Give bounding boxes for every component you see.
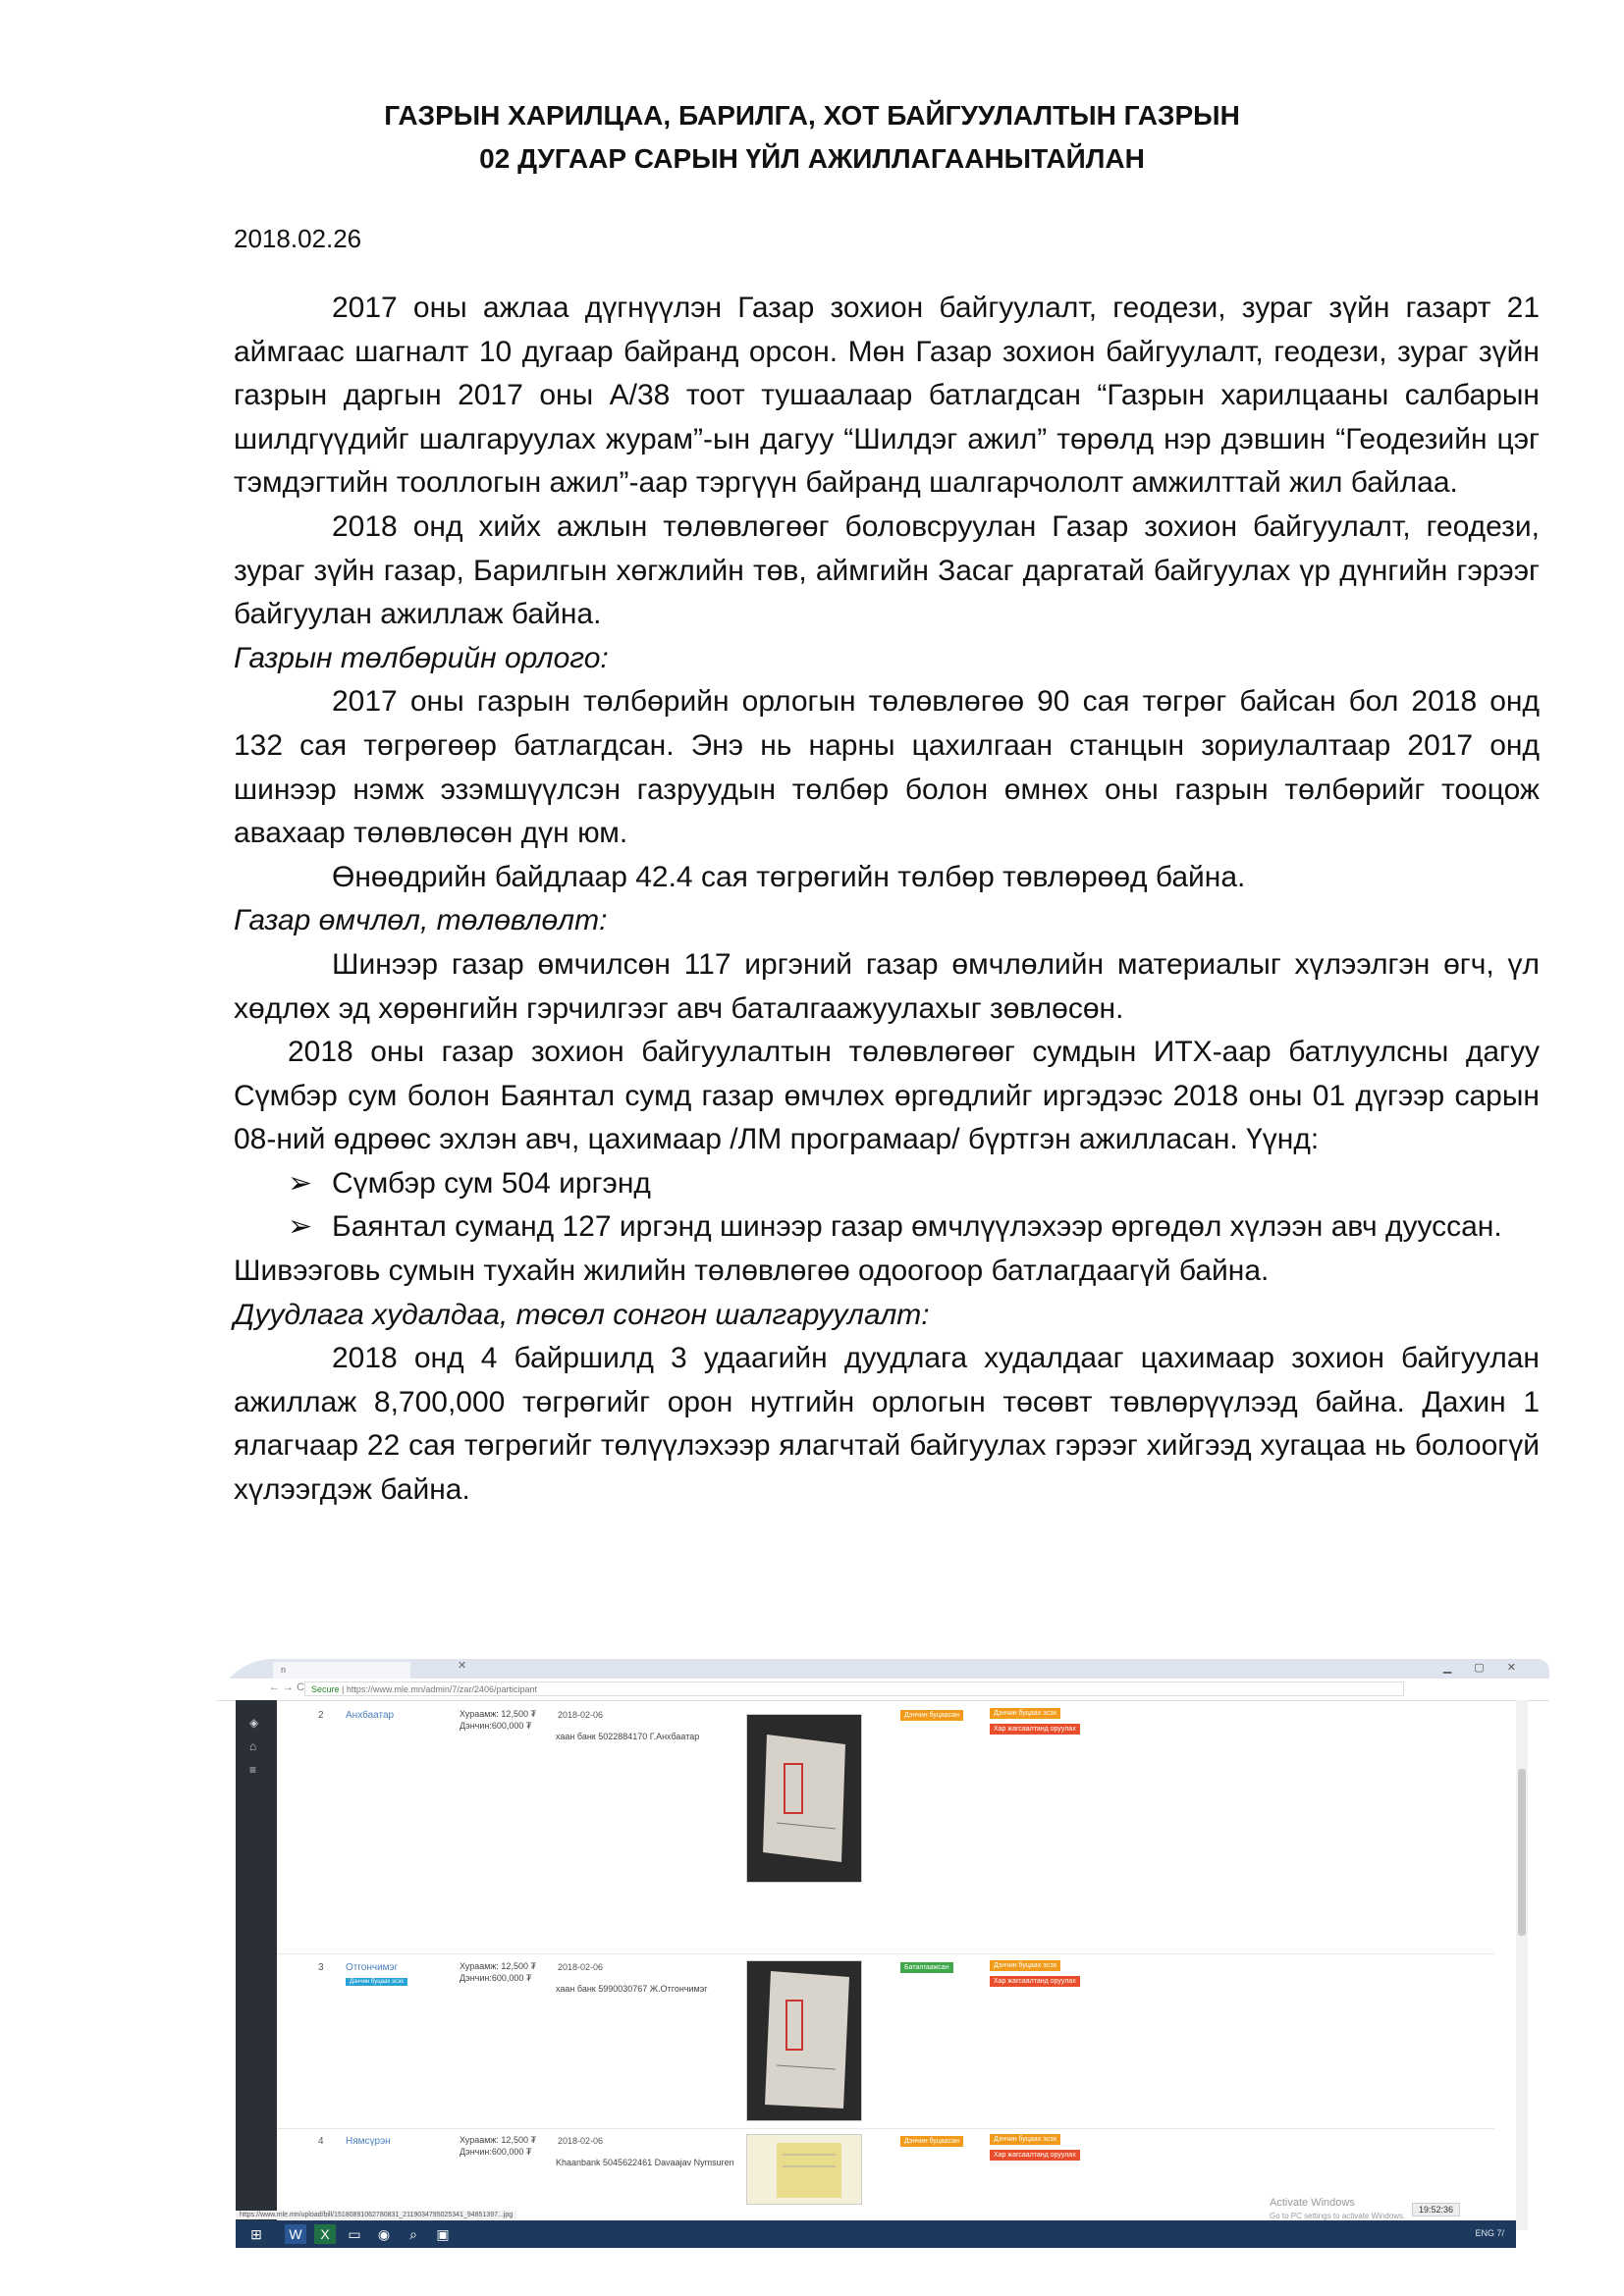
paragraph: Шинээр газар өмчилсөн 117 иргэний газар өмчлөлийн материалыг хүлээлгэн өгч, үл хөдлөх эд хөрөнгийн гэрчилгээг авч баталгаажуулахыг зөвлөсөн.: [234, 947, 1540, 1025]
menu-icon[interactable]: ≡: [249, 1763, 257, 1777]
status-badge: Дэнчин буцаасан: [900, 2136, 963, 2147]
report-body: [234, 287, 1540, 1513]
blacklist-button[interactable]: Хар жагсаалтанд оруулах: [990, 1976, 1080, 1987]
nav-buttons[interactable]: ← → C: [269, 1682, 305, 1693]
scrollbar-thumb[interactable]: [1518, 1769, 1526, 1936]
paragraph: Шивээговь сумын тухайн жилийн төлөвлөгөө одоогоор батлагдаагүй байна.: [234, 1255, 1270, 1288]
participant-name[interactable]: Анхбаатар: [346, 1710, 395, 1721]
window-controls[interactable]: ▁ ▢ ✕: [1442, 1662, 1526, 1674]
system-tray[interactable]: ENG 7/: [1475, 2228, 1504, 2238]
row-number: 2: [318, 1710, 324, 1721]
title-line-2: 02 ДУГААР САРЫН ҮЙЛ АЖИЛЛАГААНЫТАЙЛАН: [479, 143, 1145, 174]
payment-date: 2018-02-06: [558, 1710, 604, 1720]
activate-windows-watermark: [1270, 2197, 1405, 2222]
fee-amounts: [460, 1708, 536, 1732]
refund-button[interactable]: Дэнчин буцаах эсэх: [990, 2134, 1060, 2145]
blacklist-button[interactable]: Хар жагсаалтанд оруулах: [990, 1724, 1080, 1735]
admin-sidebar: [236, 1700, 277, 2230]
tab-label: n: [281, 1665, 287, 1675]
status-badge: Дэнчин буцаасан: [900, 1710, 963, 1721]
bank-icon[interactable]: ⌂: [249, 1739, 257, 1753]
row-number: 4: [318, 2136, 324, 2147]
bullet-item: [234, 1205, 1540, 1250]
embedded-screenshot: [214, 1659, 1549, 2258]
report-date: 2018.02.26: [234, 224, 362, 253]
refund-badge: Дэнчин буцаах эсэх: [346, 1978, 407, 1986]
payment-date: 2018-02-06: [558, 1962, 604, 1972]
scrollbar[interactable]: [1516, 1700, 1528, 2230]
table-row: [277, 1706, 1494, 1951]
deposit-amount: Дэнчин:600,000 ₮: [460, 1721, 532, 1731]
fee-amount: Хураамж: 12,500 ₮: [460, 2135, 536, 2145]
row-number: 3: [318, 1962, 324, 1973]
bank-account: хаан банк 5990030767 Ж.Отгончимэг: [556, 1984, 708, 1994]
windows-taskbar: [236, 2220, 1516, 2248]
paragraph: 2017 оны газрын төлбөрийн орлогын төлөвлөгөө 90 сая төгрөг байсан бол 2018 онд 132 сая төгрөгөөр батлагдсан. Энэ нь нарны цахилгаан станцын зориулалтаар 2017 онд шинээр нэмж эзэмшүүлсэн газруудын төлбөр болон өмнөх оны газрын төлбөрийг тооцож авахаар төлөвлөсөн дүн юм.: [234, 685, 1540, 850]
secure-label: Secure: [311, 1684, 340, 1694]
watermark-title: Activate Windows: [1270, 2197, 1355, 2209]
tab-close-icon[interactable]: ✕: [458, 1660, 467, 1672]
paragraph: 2018 онд 4 байршилд 3 удаагийн дуудлага худалдааг цахимаар зохион байгуулан ажиллаж 8,700,000 төгрөгийг орон нутгийн орлогын төсөвт төвлөрүүлээд байна. Дахин 1 ялагчаар 22 сая төгрөгийг төлүүлэхээр ялагчтай байгуулах гэрээг хийгээд хугацаа нь болоогүй хүлээгдэж байна.: [234, 1342, 1540, 1507]
fee-amounts: [460, 1960, 536, 1984]
section-heading: Газрын төлбөрийн орлого:: [234, 641, 609, 674]
bullet-text: Сүмбэр сум 504 иргэнд: [332, 1166, 651, 1200]
bullet-text: Баянтал суманд 127 иргэнд шинээр газар өмчлүүлэхээр өргөдөл хүлээн авч дууссан.: [332, 1210, 1502, 1244]
participant-name[interactable]: Отгончимэг: [346, 1962, 399, 1973]
status-url: https://www.mle.mn/upload/bill/15180891062780831_2119034795025341_94851397...jpg: [236, 2211, 516, 2219]
table-row: [277, 1958, 1494, 2135]
row-divider: [277, 2128, 1494, 2129]
fee-amount: Хураамж: 12,500 ₮: [460, 1961, 536, 1971]
section-heading: Дуудлага худалдаа, төсөл сонгон шалгаруулалт:: [234, 1298, 930, 1331]
fee-amount: Хураамж: 12,500 ₮: [460, 1709, 536, 1719]
deposit-amount: Дэнчин:600,000 ₮: [460, 2147, 532, 2157]
clock-badge: 19:52:36: [1412, 2203, 1460, 2216]
excel-icon[interactable]: X: [314, 2224, 336, 2244]
bank-account: Khaanbank 5045622461 Davaajav Nymsuren: [556, 2158, 734, 2167]
row-divider: [277, 1953, 1494, 1954]
receipt-photo[interactable]: [746, 1960, 862, 2121]
receipt-photo[interactable]: [746, 2134, 862, 2205]
payment-date: 2018-02-06: [558, 2136, 604, 2146]
word-icon[interactable]: W: [285, 2224, 306, 2244]
bullet-item: [234, 1162, 1540, 1206]
blacklist-button[interactable]: Хар жагсаалтанд оруулах: [990, 2150, 1080, 2161]
participant-name[interactable]: Нямсүрэн: [346, 2136, 391, 2147]
browser-tab[interactable]: [273, 1662, 410, 1679]
refund-button[interactable]: Дэнчин буцаах эсэх: [990, 1708, 1060, 1719]
browser-tabbar: [214, 1659, 1549, 1679]
report-title: [0, 94, 1624, 181]
receipt-image: [747, 1961, 861, 2120]
title-line-1: ГАЗРЫН ХАРИЛЦАА, БАРИЛГА, ХОТ БАЙГУУЛАЛТЫН ГАЗРЫН: [384, 100, 1240, 131]
status-badge: Баталгаажсан: [900, 1962, 953, 1973]
paragraph: 2018 оны газар зохион байгуулалтын төлөвлөгөөг сумдын ИТХ-аар батлуулсны дагуу Сүмбэр сум болон Баянтал сумд газар өмчлөх өргөдлийг иргэдээс 2018 оны 01 дүгээр сарын 08-ний өдрөөс эхлэн авч, цахимаар /ЛМ програмаар/ бүртгэн ажилласан. Үүнд:: [234, 1036, 1540, 1156]
url-text: | https://www.mle.mn/admin/7/zar/2406/participant: [342, 1684, 537, 1694]
refund-button[interactable]: Дэнчин буцаах эсэх: [990, 1960, 1060, 1971]
media-icon[interactable]: ▣: [436, 2226, 450, 2242]
receipt-photo[interactable]: [746, 1714, 862, 1883]
receipt-image: [747, 1715, 861, 1882]
folder-icon[interactable]: ▭: [348, 2226, 361, 2242]
paragraph: 2017 оны ажлаа дүгнүүлэн Газар зохион байгуулалт, геодези, зураг зүйн газарт 21 аймгаас шагналт 10 дугаар байранд орсон. Мөн Газар зохион байгуулалт, геодези, зураг зүйн газрын даргын 2017 оны А/38 тоот тушаалаар батлагдсан “Газрын харилцааны салбарын шилдгүүдийг шалгаруулах журам”-ын дагуу “Шилдэг ажил” төрөлд нэр дэвшин “Геодезийн цэг тэмдэгтийн тооллогын ажил”-аар тэргүүн байранд шалгарчололт амжилттай жил байлаа.: [234, 292, 1540, 500]
deposit-amount: Дэнчин:600,000 ₮: [460, 1973, 532, 1983]
chrome-icon[interactable]: ◉: [377, 2226, 391, 2242]
windows-start-icon[interactable]: ⊞: [250, 2226, 262, 2242]
arrow-bullet-icon: ➢: [288, 1210, 313, 1244]
bank-account: хаан банк 5022884170 Г.Анхбаатар: [556, 1732, 700, 1741]
paragraph: 2018 онд хийх ажлын төлөвлөгөөг боловсруулан Газар зохион байгуулалт, геодези, зураг зүйн газар, Барилгын хөгжлийн төв, аймгийн Засаг даргатай байгуулах үр дүнгийн гэрээг байгуулан ажиллаж байна.: [234, 509, 1540, 631]
arrow-bullet-icon: ➢: [288, 1166, 313, 1200]
watermark-subtitle: Go to PC settings to activate Windows.: [1270, 2212, 1406, 2220]
search-icon[interactable]: ⌕: [409, 2226, 417, 2242]
url-field[interactable]: [304, 1682, 1404, 1696]
fee-amounts: [460, 2134, 536, 2158]
address-bar: [214, 1679, 1549, 1701]
paragraph: Өнөөдрийн байдлаар 42.4 сая төгрөгийн төлбөр төвлөрөөд байна.: [332, 860, 1246, 893]
dashboard-icon[interactable]: ◈: [249, 1716, 259, 1730]
section-heading: Газар өмчлөл, төлөвлөлт:: [234, 904, 608, 937]
receipt-image: [747, 2135, 861, 2204]
